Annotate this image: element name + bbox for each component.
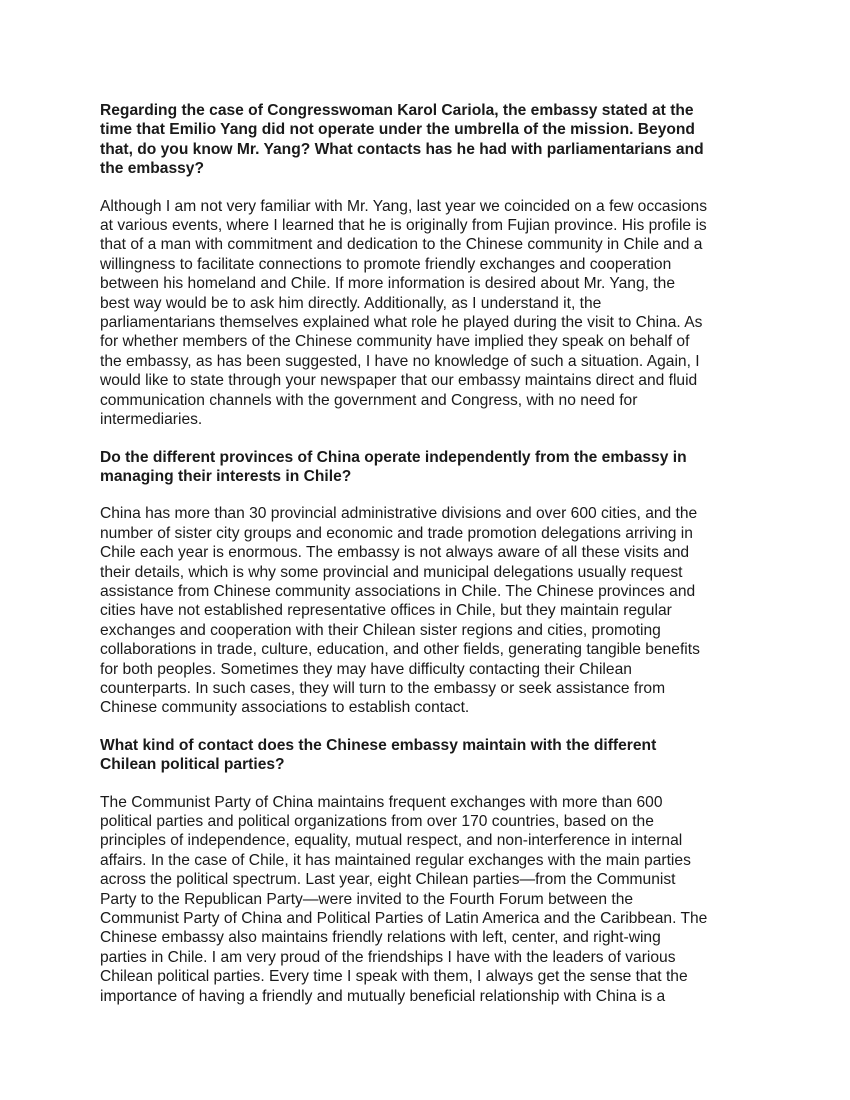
interview-question: [100, 448, 760, 487]
answer-line: number of sister city groups and economic and trade promotion delegations arriving in: [100, 524, 693, 542]
answer-line: political parties and political organizations from over 170 countries, based on the: [100, 813, 654, 830]
interview-answer: [100, 793, 760, 1006]
answer-line: best way would be to ask him directly. Additionally, as I understand it, the: [100, 294, 602, 312]
question-line: time that Emilio Yang did not operate under the umbrella of the mission. Beyond: [100, 121, 695, 139]
answer-line: parties in Chile. I am very proud of the friendships I have with the leaders of various: [100, 948, 676, 966]
answer-line: the embassy, as has been suggested, I have no knowledge of such a situation. Again, I: [100, 352, 700, 370]
answer-line: assistance from Chinese community associations in Chile. The Chinese provinces and: [100, 582, 696, 600]
question-line: Chilean political parties?: [100, 756, 285, 774]
question-line: Do the different provinces of China operate independently from the embassy in: [100, 448, 687, 466]
answer-line: collaborations in trade, culture, education, and other fields, generating tangible benefits: [100, 641, 700, 659]
answer-line: affairs. In the case of Chile, it has maintained regular exchanges with the main parties: [100, 851, 691, 869]
answer-line: China has more than 30 provincial administrative divisions and over 600 cities, and the: [100, 505, 698, 523]
answer-line: Party to the Republican Party—were invited to the Fourth Forum between the: [100, 890, 634, 908]
question-line: that, do you know Mr. Yang? What contacts has he had with parliamentarians and: [100, 140, 704, 158]
answer-line: Chile each year is enormous. The embassy is not always aware of all these visits and: [100, 544, 690, 562]
interview-question: [100, 101, 760, 179]
document-page: [100, 101, 760, 1024]
answer-line: intermediaries.: [100, 411, 203, 429]
answer-line: across the political spectrum. Last year, eight Chilean parties—from the Communist: [100, 871, 676, 889]
question-line: managing their interests in Chile?: [100, 467, 352, 485]
answer-line: Chinese embassy also maintains friendly relations with left, center, and right-wing: [100, 929, 661, 947]
answer-line: for whether members of the Chinese community have implied they speak on behalf of: [100, 333, 690, 351]
interview-question: [100, 736, 760, 775]
question-line: the embassy?: [100, 160, 205, 178]
answer-line: between his homeland and Chile. If more information is desired about Mr. Yang, the: [100, 275, 675, 293]
answer-line: Although I am not very familiar with Mr. Yang, last year we coincided on a few occasions: [100, 197, 708, 215]
answer-line: Communist Party of China and Political Parties of Latin America and the Caribbean. The: [100, 910, 708, 928]
answer-line: parliamentarians themselves explained what role he played during the visit to China. As: [100, 314, 703, 332]
answer-line: would like to state through your newspaper that our embassy maintains direct and fluid: [100, 372, 698, 390]
answer-line: willingness to facilitate connections to promote friendly exchanges and cooperation: [100, 255, 672, 273]
question-line: What kind of contact does the Chinese embassy maintain with the different: [100, 736, 657, 754]
answer-line: Chilean political parties. Every time I speak with them, I always get the sense that the: [100, 968, 688, 986]
answer-line: for both peoples. Sometimes they may have difficulty contacting their Chilean: [100, 660, 632, 678]
answer-line: Chinese community associations to establish contact.: [100, 699, 470, 717]
answer-line: counterparts. In such cases, they will turn to the embassy or seek assistance from: [100, 679, 666, 697]
answer-line: communication channels with the government and Congress, with no need for: [100, 391, 638, 409]
answer-line: principles of independence, equality, mutual respect, and non-interference in internal: [100, 832, 683, 850]
question-line: Regarding the case of Congresswoman Karol Cariola, the embassy stated at the: [100, 102, 694, 119]
answer-line: that of a man with commitment and dedication to the Chinese community in Chile and a: [100, 236, 703, 254]
answer-line: exchanges and cooperation with their Chilean sister regions and cities, promoting: [100, 621, 661, 639]
answer-line: cities have not established representative offices in Chile, but they maintain regular: [100, 602, 672, 620]
answer-line: their details, which is why some provincial and municipal delegations usually request: [100, 563, 683, 581]
answer-line: at various events, where I learned that he is originally from Fujian province. His profile is: [100, 217, 707, 235]
answer-line: importance of having a friendly and mutually beneficial relationship with China is a: [100, 987, 666, 1005]
interview-answer: [100, 197, 760, 430]
answer-line: The Communist Party of China maintains frequent exchanges with more than 600: [100, 793, 663, 811]
interview-answer: [100, 504, 760, 717]
